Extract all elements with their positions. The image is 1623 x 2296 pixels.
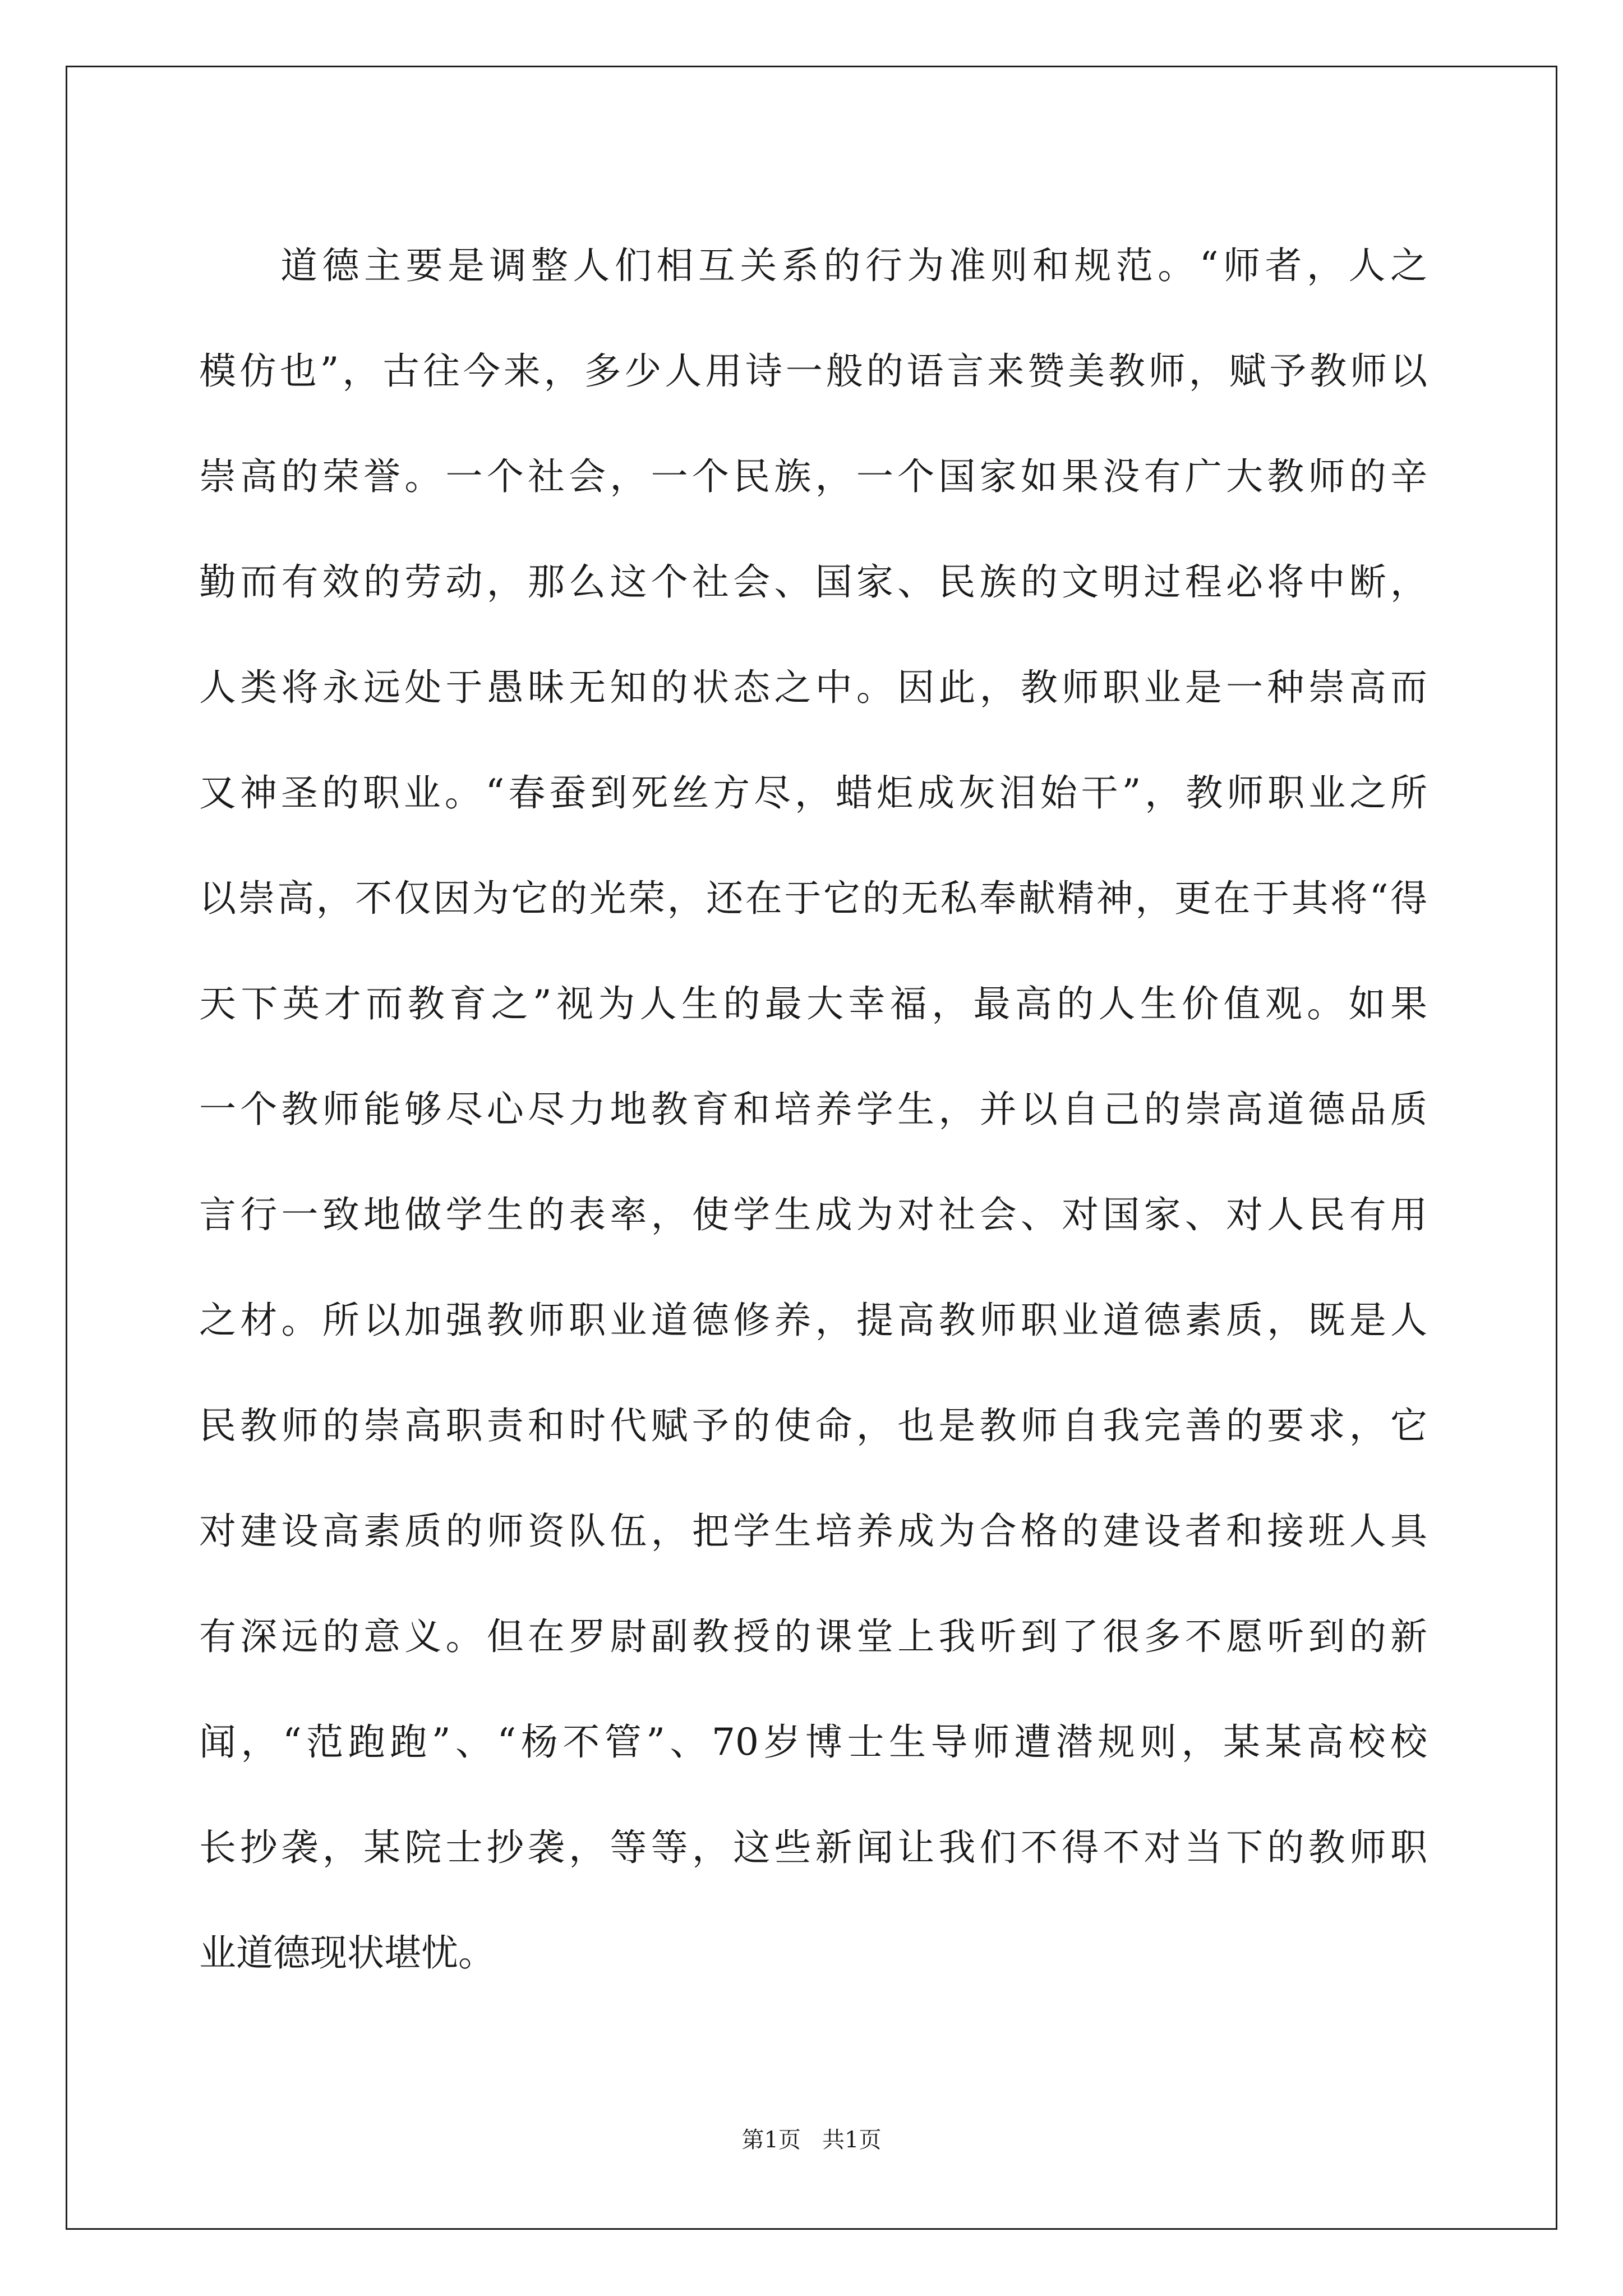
paragraph-line: 之材。所以加强教师职业道德修养，提高教师职业道德素质，既是人 <box>199 1299 1427 1342</box>
paragraph-line: 道德主要是调整人们相互关系的行为准则和规范。“师者，人之 <box>280 244 1427 287</box>
paragraph-line: 一个教师能够尽心尽力地教育和培养学生，并以自己的崇高道德品质 <box>199 1088 1427 1131</box>
paragraph-line: 人类将永远处于愚昧无知的状态之中。因此，教师职业是一种崇高而 <box>199 666 1427 709</box>
paragraph-line: 崇高的荣誉。一个社会，一个民族，一个国家如果没有广大教师的辛 <box>199 455 1427 498</box>
paragraph-line: 言行一致地做学生的表率，使学生成为对社会、对国家、对人民有用 <box>199 1193 1427 1236</box>
paragraph-line: 模仿也”，古往今来，多少人用诗一般的语言来赞美教师，赋予教师以 <box>199 349 1427 393</box>
paragraph-line: 勤而有效的劳动，那么这个社会、国家、民族的文明过程必将中断， <box>199 560 1427 604</box>
paragraph-line: 以崇高，不仅因为它的光荣，还在于它的无私奉献精神，更在于其将“得 <box>199 877 1427 920</box>
paragraph-line: 业道德现状堪忧。 <box>199 1931 495 1975</box>
paragraph-line: 长抄袭，某院士抄袭，等等，这些新闻让我们不得不对当下的教师职 <box>199 1826 1427 1869</box>
paragraph-line: 又神圣的职业。“春蚕到死丝方尽，蜡炬成灰泪始干”，教师职业之所 <box>199 771 1427 815</box>
body-paragraph <box>199 213 1427 2006</box>
paragraph-line: 天下英才而教育之”视为人生的最大幸福，最高的人生价值观。如果 <box>199 982 1427 1025</box>
paragraph-line: 闻，“范跑跑”、“杨不管”、70岁博士生导师遭潜规则，某某高校校 <box>199 1720 1427 1764</box>
paragraph-line: 有深远的意义。但在罗尉副教授的课堂上我听到了很多不愿听到的新 <box>199 1615 1427 1658</box>
page-footer: 第1页 共1页 <box>741 2127 882 2153</box>
paragraph-line: 民教师的崇高职责和时代赋予的使命，也是教师自我完善的要求，它 <box>199 1404 1427 1447</box>
paragraph-line: 对建设高素质的师资队伍，把学生培养成为合格的建设者和接班人具 <box>199 1510 1427 1553</box>
